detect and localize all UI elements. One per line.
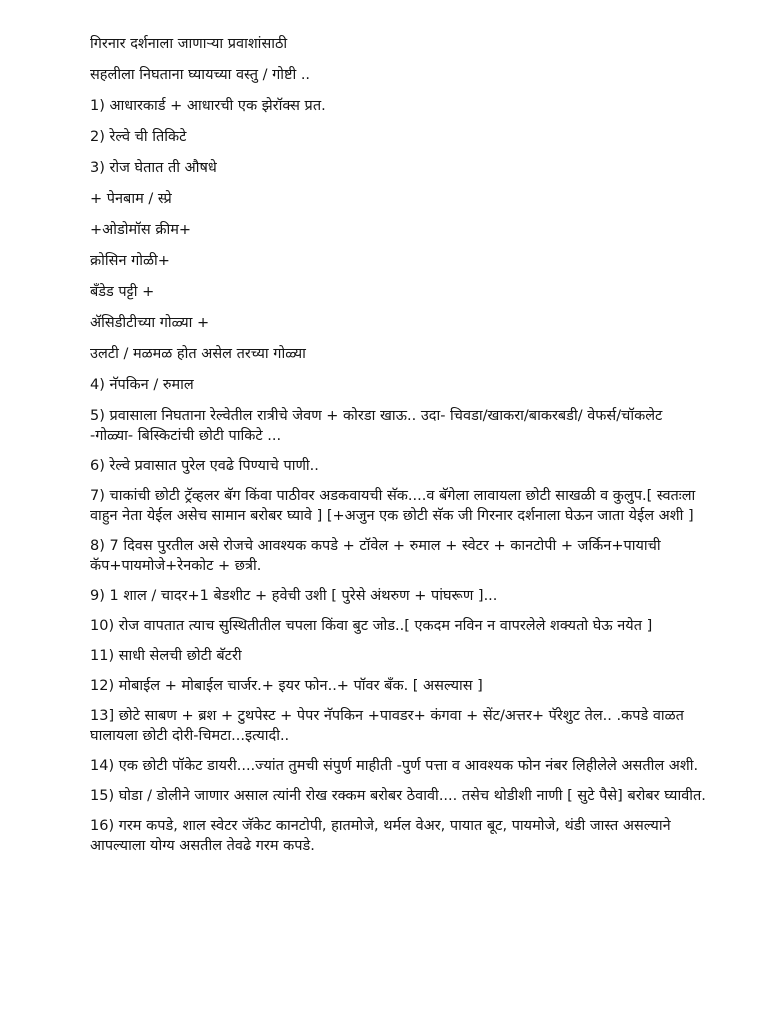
document-title: गिरनार दर्शनाला जाणाऱ्या प्रवाशांसाठी xyxy=(90,36,288,52)
list-item: 8) 7 दिवस पुरतील असे रोजचे आवश्यक कपडे + टॉवेल + रुमाल + स्वेटर + कानटोपी + जर्किन+पायाची कॅप+पायमोजे+रेनकोट + छत्री. xyxy=(90,538,661,574)
list-item: 5) प्रवासाला निघताना रेल्वेतील रात्रीचे जेवण + कोरडा खाऊ.. उदा- चिवडा/खाकरा/बाकरबडी/ वेफर्स/चॉकलेट -गोळ्या- बिस्किटांची छोटी पाकिटे ... xyxy=(90,408,663,444)
list-item: 13] छोटे साबण + ब्रश + टुथपेस्ट + पेपर नॅपकिन +पावडर+ कंगवा + सेंट/अत्तर+ पॅरेशुट तेल.. .कपडे वाळत घालायला छोटी दोरी-चिमटा...इत्यादी.. xyxy=(90,708,684,744)
list-item: + पेनबाम / स्प्रे xyxy=(90,191,172,207)
list-item: 4) नॅपकिन / रुमाल xyxy=(90,377,194,393)
document-page xyxy=(90,34,710,866)
list-item: उलटी / मळमळ होत असेल तरच्या गोळ्या xyxy=(90,346,306,362)
document-subtitle: सहलीला निघताना घ्यायच्या वस्तु / गोष्टी .. xyxy=(90,67,311,83)
list-item: 3) रोज घेतात ती औषधे xyxy=(90,160,217,176)
list-item: 14) एक छोटी पॉकेट डायरी....ज्यांत तुमची संपुर्ण माहीती -पुर्ण पत्ता व आवश्यक फोन नंबर लिहीलेले असतील अशी. xyxy=(90,758,699,774)
list-item: 15) घोडा / डोलीने जाणार असाल त्यांनी रोख रक्कम बरोबर ठेवावी.... तसेच थोडीशी नाणी [ सुटे पैसे] बरोबर घ्यावीत. xyxy=(90,788,706,804)
list-item: क्रोसिन गोळी+ xyxy=(90,253,170,269)
list-item: 7) चाकांची छोटी ट्रॅव्हलर बॅग किंवा पाठीवर अडकवायची सॅक....व बॅगेला लावायला छोटी साखळी व कुलुप.[ स्वतःला वाहुन नेता येईल असेच सामान बरोबर घ्यावे ] [+अजुन एक छोटी सॅक जी गिरनार दर्शनाला घेऊन जाता येईल अशी ] xyxy=(90,488,696,524)
list-item: ॲसिडीटीच्या गोळ्या + xyxy=(90,315,210,331)
list-item: 16) गरम कपडे, शाल स्वेटर जॅकेट कानटोपी, हातमोजे, थर्मल वेअर, पायात बूट, पायमोजे, थंडी जास्त असल्याने आपल्याला योग्य असतील तेवढे गरम कपडे. xyxy=(90,818,671,854)
list-item: 6) रेल्वे प्रवासात पुरेल एवढे पिण्याचे पाणी.. xyxy=(90,458,319,474)
list-item: 2) रेल्वे ची तिकिटे xyxy=(90,129,187,145)
list-item: +ओडोमॉस क्रीम+ xyxy=(90,222,192,238)
list-item: बँडेड पट्टी + xyxy=(90,284,155,300)
list-item: 12) मोबाईल + मोबाईल चार्जर.+ इयर फोन..+ पॉवर बँक. [ असल्यास ] xyxy=(90,678,483,694)
list-item: 9) 1 शाल / चादर+1 बेडशीट + हवेची उशी [ पुरेसे अंथरुण + पांघरूण ]... xyxy=(90,588,498,604)
list-item: 10) रोज वापतात त्याच सुस्थितीतील चपला किंवा बुट जोड..[ एकदम नविन न वापरलेले शक्यतो घेऊ नयेत ] xyxy=(90,618,653,634)
list-item: 1) आधारकार्ड + आधारची एक झेरॉक्स प्रत. xyxy=(90,98,326,114)
list-item: 11) साधी सेलची छोटी बॅटरी xyxy=(90,648,242,664)
